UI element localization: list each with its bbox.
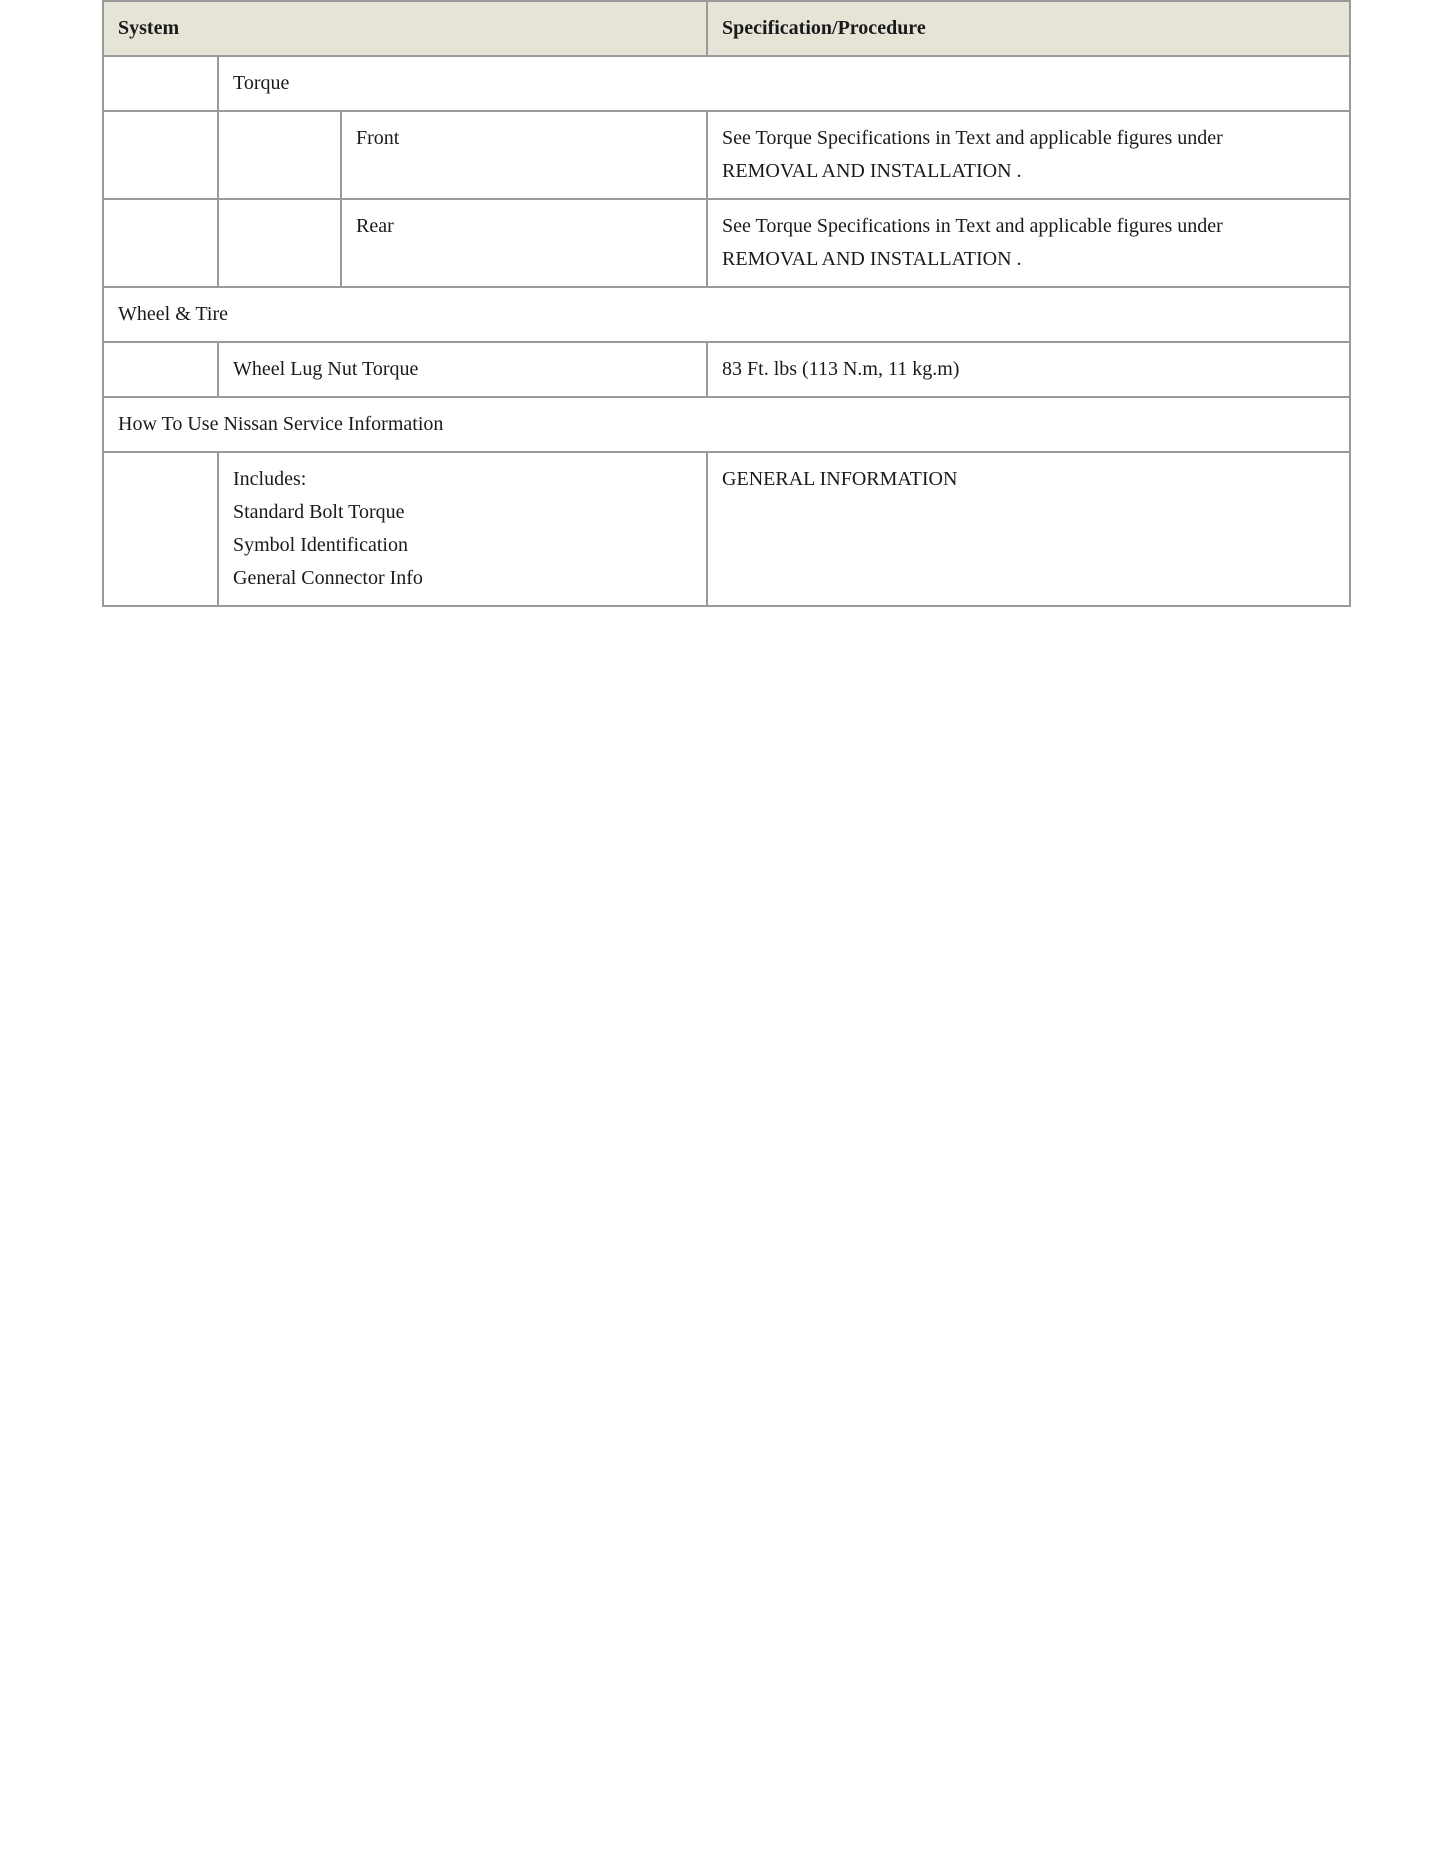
table-row [103,287,1350,342]
front-label: Front [341,111,707,199]
rear-spec-line: REMOVAL AND INSTALLATION . [722,248,1022,270]
torque-label: Torque [218,56,1350,111]
indent-cell [218,199,341,287]
includes-line: Includes: [233,468,307,490]
includes-line: General Connector Info [233,567,423,589]
indent-cell [103,342,218,397]
indent-cell [103,452,218,606]
front-spec-line: See Torque Specifications in Text and applicable figures under [722,127,1223,149]
table-row [103,452,1350,606]
table-row [103,56,1350,111]
general-info-spec: GENERAL INFORMATION [707,452,1350,606]
includes-list [218,452,707,606]
table-row [103,111,1350,199]
lug-nut-spec: 83 Ft. lbs (113 N.m, 11 kg.m) [707,342,1350,397]
indent-cell [103,199,218,287]
indent-cell [103,56,218,111]
wheel-tire-label: Wheel & Tire [103,287,1350,342]
rear-spec-line: See Torque Specifications in Text and applicable figures under [722,215,1223,237]
lug-nut-label: Wheel Lug Nut Torque [218,342,707,397]
table-row [103,199,1350,287]
service-info-label: How To Use Nissan Service Information [103,397,1350,452]
indent-cell [103,111,218,199]
includes-line: Symbol Identification [233,534,408,556]
table-row [103,397,1350,452]
header-specification: Specification/Procedure [707,1,1350,56]
specification-table [102,0,1351,607]
table-row [103,342,1350,397]
front-spec [707,111,1350,199]
table-header-row [103,1,1350,56]
includes-line: Standard Bolt Torque [233,501,405,523]
indent-cell [218,111,341,199]
front-spec-line: REMOVAL AND INSTALLATION . [722,160,1022,182]
rear-label: Rear [341,199,707,287]
header-system: System [103,1,707,56]
rear-spec [707,199,1350,287]
